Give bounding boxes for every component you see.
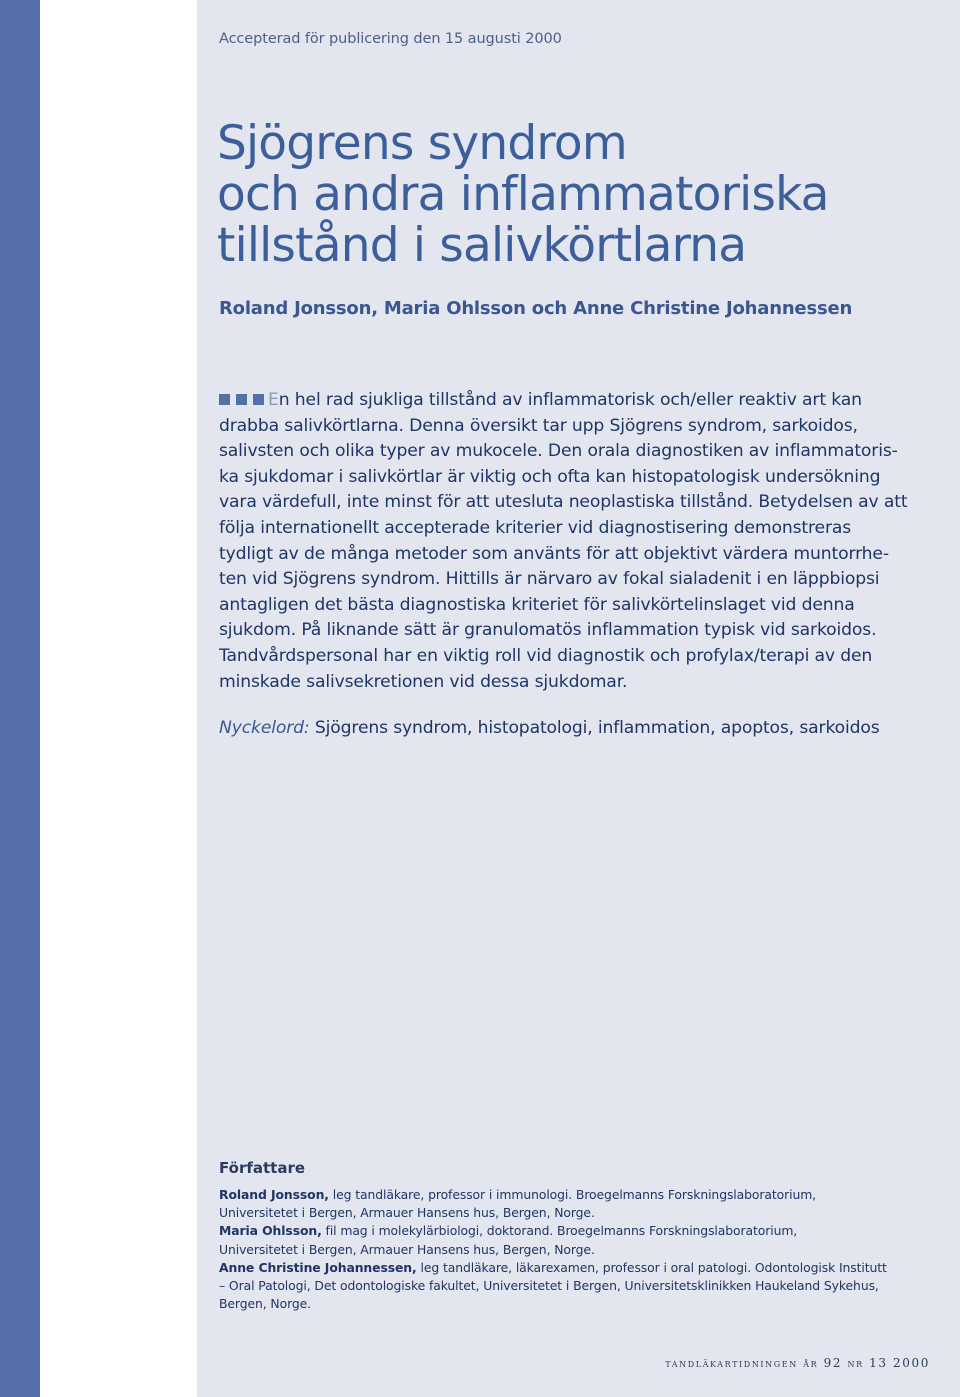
- abstract-line: följa internationellt accepterade kriterier vid diagnostisering demonstreras: [219, 517, 852, 538]
- abstract-line: ten vid Sjögrens syndrom. Hittills är närvaro av fokal sialadenit i en läppbiopsi: [219, 569, 880, 590]
- abstract-line: Tandvårdspersonal har en viktig roll vid diagnostik och profylax/terapi av den: [219, 645, 873, 666]
- affiliation-text: fil mag i molekylärbiologi, doktorand. Broegelmanns Forskningslaboratorium,: [321, 1223, 798, 1239]
- keywords-list: Sjögrens syndrom, histopatologi, inflammation, apoptos, sarkoidos: [309, 718, 880, 738]
- affiliation-text: leg tandläkare, professor i immunologi. Broegelmanns Forskningslaboratorium,: [328, 1187, 817, 1202]
- square-bullet-icon: [236, 394, 247, 405]
- author-name: Maria Ohlsson,: [219, 1223, 322, 1239]
- abstract-line: minskade salivsekretionen vid dessa sjukdomar.: [219, 671, 628, 692]
- author-name: Anne Christine Johannessen,: [219, 1259, 417, 1275]
- abstract-line: salivsten och olika typer av mukocele. Den orala diagnostiken av inflammatoris-: [219, 441, 898, 462]
- author-name: Roland Jonsson,: [219, 1187, 329, 1202]
- abstract-line: drabba salivkörtlarna. Denna översikt tar upp Sjögrens syndrom, sarkoidos,: [219, 415, 858, 436]
- affiliation-line: [219, 1259, 939, 1277]
- abstract-line: tydligt av de många metoder som använts för att objektivt värdera muntorrhe-: [219, 543, 889, 564]
- authors-heading: Författare: [219, 1159, 306, 1177]
- abstract-line: [219, 388, 919, 414]
- abstract-line: antagligen det bästa diagnostiska kriteriet för salivkörtelinslaget vid denna: [219, 594, 855, 615]
- left-gutter: [40, 0, 197, 1397]
- affiliation-line: – Oral Patologi, Det odontologiske fakultet, Universitetet i Bergen, Universitetsklinikken Haukeland Sykehus,: [219, 1278, 879, 1294]
- keywords-label: Nyckelord:: [219, 718, 310, 738]
- abstract-line: vara värdefull, inte minst för att utesluta neoplastiska tillstånd. Betydelsen av att: [219, 492, 908, 513]
- title-line: tillstånd i salivkörtlarna: [217, 218, 747, 273]
- affiliation-line: [219, 1222, 939, 1240]
- author-list: Roland Jonsson, Maria Ohlsson och Anne Christine Johannessen: [219, 298, 853, 319]
- keywords: [219, 718, 880, 738]
- abstract-line: sjukdom. På liknande sätt är granulomatös inflammation typisk vid sarkoidos.: [219, 620, 877, 641]
- abstract-initial: E: [268, 390, 279, 410]
- title-line: Sjögrens syndrom: [217, 116, 627, 171]
- abstract-text: n hel rad sjukliga tillstånd av inflammatorisk och/eller reaktiv art kan: [278, 390, 862, 410]
- article-title: [217, 118, 937, 271]
- affiliation-line: Bergen, Norge.: [219, 1296, 311, 1312]
- affiliation-text: leg tandläkare, läkarexamen, professor i oral patologi. Odontologisk Institutt: [416, 1259, 887, 1275]
- journal-footer: tandläkartidningen år 92 nr 13 2000: [665, 1356, 930, 1370]
- author-affiliations: [219, 1186, 939, 1313]
- acceptance-note: Accepterad för publicering den 15 augusti 2000: [219, 31, 562, 47]
- affiliation-line: Universitetet i Bergen, Armauer Hansens hus, Bergen, Norge.: [219, 1241, 595, 1257]
- left-color-bar: [0, 0, 40, 1397]
- abstract-line: ka sjukdomar i salivkörtlar är viktig och ofta kan histopatologisk undersökning: [219, 466, 881, 487]
- title-line: och andra inflammatoriska: [217, 167, 829, 222]
- square-bullet-icon: [253, 394, 264, 405]
- square-bullet-icon: [219, 394, 230, 405]
- affiliation-line: Universitetet i Bergen, Armauer Hansens hus, Bergen, Norge.: [219, 1205, 595, 1221]
- abstract: [219, 388, 919, 695]
- affiliation-line: [219, 1186, 939, 1204]
